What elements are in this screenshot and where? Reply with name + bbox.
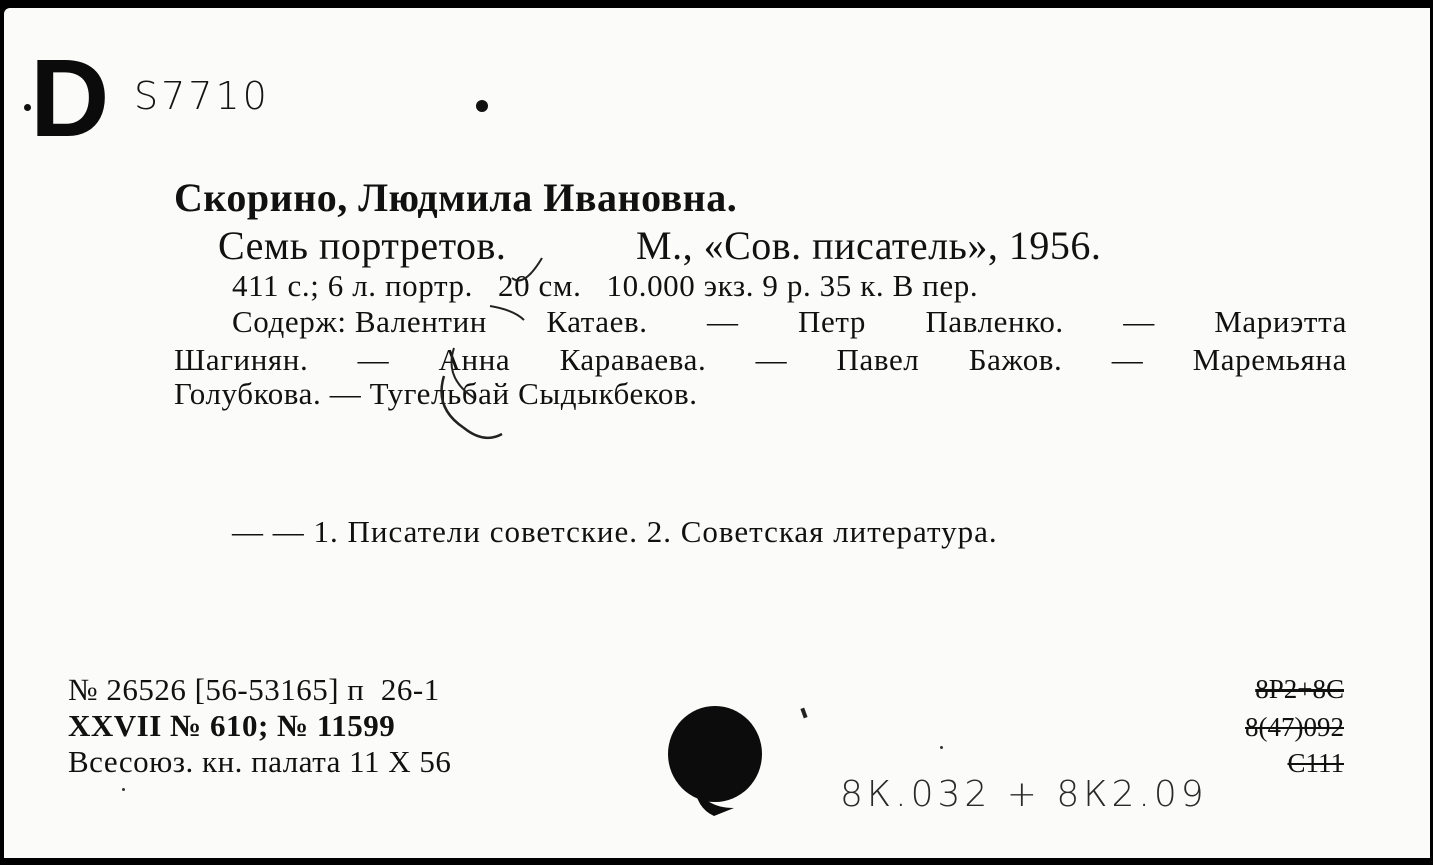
classification-crossed-1: 8Р2+8С — [1255, 674, 1344, 704]
classification-crossed-2: 8(47)092 — [1245, 712, 1344, 742]
ink-blot-tail — [684, 778, 744, 818]
contents-word: Шагинян. — [174, 342, 309, 377]
contents-line-1 — [232, 304, 1347, 340]
contents-word: Петр — [798, 304, 867, 339]
shelf-mark: S7710 — [134, 74, 270, 118]
ink-speck — [122, 788, 125, 791]
contents-word: Мариэтта — [1214, 304, 1347, 339]
contents-word: Караваева. — [559, 342, 707, 377]
contents-word: — — [755, 342, 788, 377]
collection-letter: D — [30, 37, 108, 160]
register-number: XXVII № 610; № 11599 — [68, 708, 396, 743]
ink-speck — [940, 746, 943, 749]
contents-word: Содерж: Валентин — [232, 304, 487, 339]
contents-word: Павленко. — [925, 304, 1064, 339]
pencil-mark — [424, 248, 554, 448]
author-heading: Скорино, Людмила Ивановна. — [174, 175, 738, 220]
book-title: Семь портретов. — [218, 223, 507, 268]
contents-line-2 — [174, 342, 1347, 378]
publication-info: М., «Сов. писатель», 1956. — [636, 223, 1102, 268]
classification-crossed-3: С111 — [1287, 748, 1344, 778]
subject-headings: — — 1. Писатели советские. 2. Советская литература. — [232, 514, 998, 549]
catalog-card — [4, 8, 1430, 858]
contents-word: Маремьяна — [1192, 342, 1347, 377]
contents-word: Павел — [836, 342, 920, 377]
contents-word: Анна — [438, 342, 511, 377]
contents-word: — — [357, 342, 390, 377]
ink-dot — [476, 100, 488, 112]
ink-tick — [800, 708, 807, 719]
chamber-date: Всесоюз. кн. палата 11 X 56 — [68, 744, 452, 779]
contents-line-3: Голубкова. — Тугельбай Сыдыкбеков. — [174, 376, 698, 411]
physical-description: 411 с.; 6 л. портр. 20 см. 10.000 экз. 9 р. 35 к. В пер. — [232, 268, 979, 303]
record-number: № 26526 [56-53165] п 26-1 — [68, 672, 440, 707]
contents-word: Бажов. — [968, 342, 1063, 377]
contents-word: — — [707, 304, 739, 339]
contents-word: — — [1111, 342, 1144, 377]
contents-word: — — [1123, 304, 1155, 339]
handwritten-code: 8К.032 + 8К2.09 — [840, 774, 1208, 815]
contents-word: Катаев. — [546, 304, 648, 339]
